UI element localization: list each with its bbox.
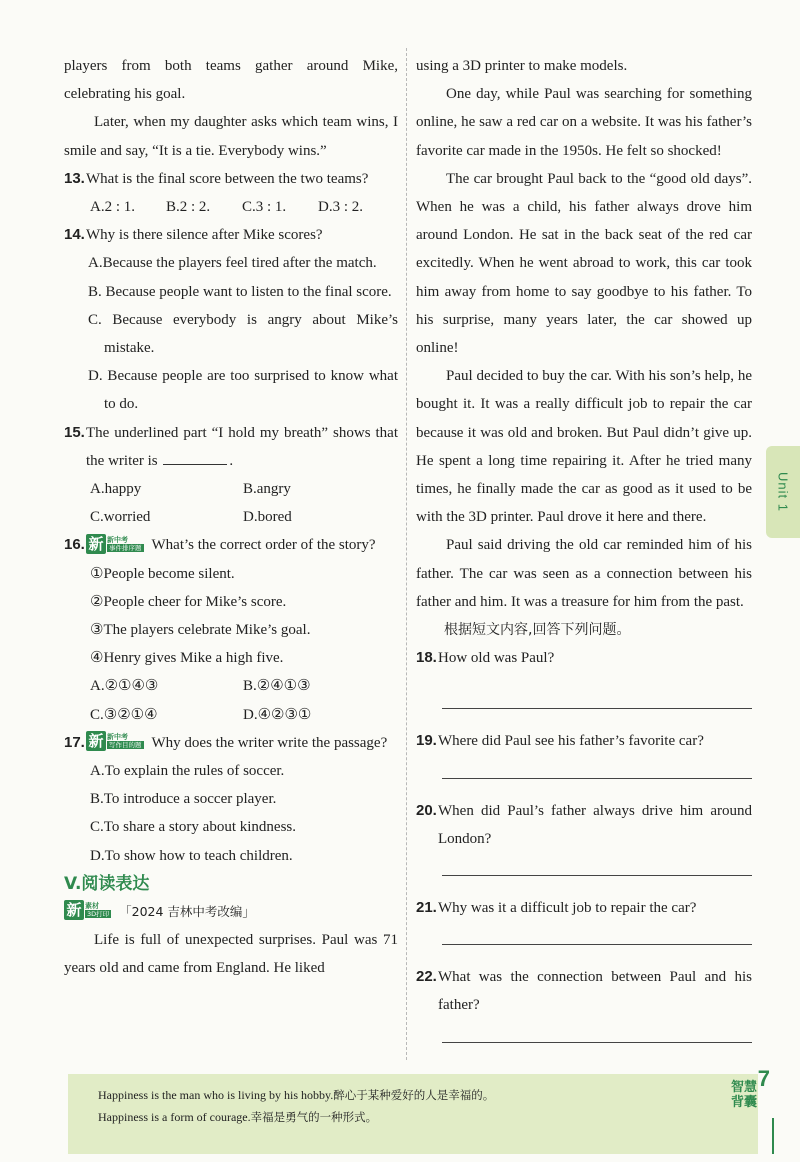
page-corner — [726, 1066, 774, 1122]
question-stem: How old was Paul? — [438, 650, 555, 667]
question-stem: When did Paul’s father always drive him around London? — [438, 802, 752, 847]
question-number: 18. — [416, 649, 437, 667]
quote-line-2: Happiness is a form of courage.幸福是勇气的一种形式。 — [98, 1110, 378, 1124]
question-number: 21. — [416, 899, 437, 917]
question-13 — [64, 165, 398, 193]
option-c[interactable]: C.③②①④ — [90, 706, 158, 723]
q17-option-b[interactable]: B.To introduce a soccer player. — [90, 791, 277, 808]
new-exam-badge: 新 新中考 事件排序题 — [86, 534, 144, 554]
source-text: 「2024 吉林中考改编」 — [119, 903, 255, 919]
page-label: 智慧背囊 — [730, 1080, 757, 1110]
new-badge-icon: 新 — [86, 534, 106, 554]
event-2: ②People cheer for Mike’s score. — [90, 593, 287, 610]
material-badge-icon: 新 — [64, 900, 84, 920]
column-divider — [406, 48, 407, 1060]
footer-quote-box — [68, 1074, 758, 1154]
question-stem: What was the connection between Paul and his father? — [438, 969, 752, 1014]
q16-options-row2 — [64, 701, 398, 729]
question-number: 15. — [64, 423, 85, 441]
answer-blank[interactable] — [163, 464, 227, 465]
option-c[interactable]: C.3 : 1. — [242, 199, 287, 216]
option-d[interactable]: D.3 : 2. — [318, 199, 363, 216]
q17-option-a[interactable]: A.To explain the rules of soccer. — [90, 763, 285, 780]
option-a[interactable]: A.happy — [90, 481, 142, 498]
instruction: 根据短文内容,回答下列问题。 — [444, 622, 631, 639]
passage-paragraph-1: One day, while Paul was searching for something online, he saw a red car on a website. It was his father’s favorite car made in the 1950s. He felt so shocked! — [416, 86, 752, 159]
question-20 — [416, 797, 752, 853]
question-stem: 新 新中考 事件排序题 What’s the correct order of the story? — [86, 531, 398, 559]
question-18 — [416, 644, 752, 672]
right-column — [416, 52, 752, 1043]
question-number: 22. — [416, 968, 437, 986]
event-3: ③The players celebrate Mike’s goal. — [90, 622, 311, 639]
question-number: 16. — [64, 536, 85, 554]
question-stem: The underlined part “I hold my breath” shows that the writer is . — [86, 424, 398, 469]
decorative-line — [772, 1118, 774, 1154]
passage-paragraph-3: Paul decided to buy the car. With his son’s help, he bought it. It was a really difficult job to repair the car because it was old and broken. But Paul didn’t give up. He spent a long time repairing it. After he tried many times, he finally made the car as good as it used to be with the 3D printer. Paul drove it here and there. — [416, 368, 752, 526]
option-d[interactable]: D.④②③① — [243, 706, 312, 723]
passage-paragraph-4: Paul said driving the old car reminded him of his father. The car was seen as a connection between his father and him. It was a treasure for him from the past. — [416, 537, 752, 610]
option-a[interactable]: A.②①④③ — [90, 678, 159, 695]
q14-option-b[interactable]: B. Because people want to listen to the final score. — [88, 283, 392, 300]
question-22 — [416, 963, 752, 1019]
q14-option-c[interactable]: C. Because everybody is angry about Mike’s mistake. — [88, 311, 398, 357]
q16-options-row1 — [64, 672, 398, 700]
question-stem: Where did Paul see his father’s favorite car? — [438, 733, 704, 750]
question-number: 14. — [64, 226, 85, 244]
q15-options-row2 — [64, 503, 398, 531]
answer-line-22[interactable] — [442, 1042, 752, 1043]
source-line — [64, 898, 398, 926]
passage-paragraph-2: The car brought Paul back to the “good old days”. When he was a child, his father always drove him around London. He sat in the back seat of the red car excitedly. When he went abroad to work, this car took him away from home to say goodbye to his father. To his surprise, many years later, the car showed up online! — [416, 170, 752, 357]
event-4: ④Henry gives Mike a high five. — [90, 650, 284, 667]
question-17 — [64, 729, 398, 757]
option-b[interactable]: B.②④①③ — [243, 678, 311, 695]
carry-paragraph-line2: celebrating his goal. — [64, 86, 186, 103]
question-19 — [416, 727, 752, 755]
q17-option-c[interactable]: C.To share a story about kindness. — [90, 819, 297, 836]
question-stem: Why is there silence after Mike scores? — [86, 227, 323, 244]
event-1: ①People become silent. — [90, 565, 235, 582]
option-a[interactable]: A.2 : 1. — [90, 199, 135, 216]
question-number: 19. — [416, 732, 437, 750]
page-number: 7 — [757, 1066, 770, 1091]
question-21 — [416, 894, 752, 922]
left-column — [64, 52, 398, 982]
question-number: 13. — [64, 169, 85, 187]
q15-options-row1 — [64, 475, 398, 503]
q17-option-d[interactable]: D.To show how to teach children. — [90, 847, 293, 864]
q14-option-a[interactable]: A.Because the players feel tired after the match. — [88, 255, 377, 272]
unit-tab-label: Unit 1 — [775, 472, 791, 512]
question-stem: Why was it a difficult job to repair the car? — [438, 900, 697, 917]
material-badge: 新 素材 3D打印 — [64, 900, 111, 920]
passage-line: using a 3D printer to make models. — [416, 58, 628, 74]
question-15 — [64, 419, 398, 475]
later-paragraph: Later, when my daughter asks which team wins, I smile and say, “It is a tie. Everybody wins.” — [64, 114, 398, 159]
question-stem: What is the final score between the two teams? — [86, 170, 369, 187]
option-b[interactable]: B.angry — [243, 481, 291, 498]
new-exam-badge: 新 新中考 写作目的题 — [86, 731, 144, 751]
question-stem: 新 新中考 写作目的题 Why does the writer write the passage? — [86, 729, 398, 757]
q13-options — [64, 193, 398, 221]
q14-option-d[interactable]: D. Because people are too surprised to know what to do. — [88, 368, 398, 413]
carry-paragraph-line1: players from both teams gather around Mike, — [64, 58, 398, 74]
passage-start: Life is full of unexpected surprises. Paul was 71 years old and came from England. He liked — [64, 931, 398, 977]
new-badge-icon: 新 — [86, 731, 106, 751]
section-title: V.阅读表达 — [64, 873, 150, 894]
option-c[interactable]: C.worried — [90, 509, 151, 526]
question-14 — [64, 221, 398, 249]
unit-side-tab[interactable] — [766, 446, 800, 538]
quote-line-1: Happiness is the man who is living by his hobby.醉心于某种爱好的人是幸福的。 — [98, 1088, 495, 1102]
question-16 — [64, 531, 398, 559]
question-number: 20. — [416, 801, 437, 819]
option-d[interactable]: D.bored — [243, 509, 292, 526]
question-number: 17. — [64, 733, 85, 751]
option-b[interactable]: B.2 : 2. — [166, 199, 211, 216]
